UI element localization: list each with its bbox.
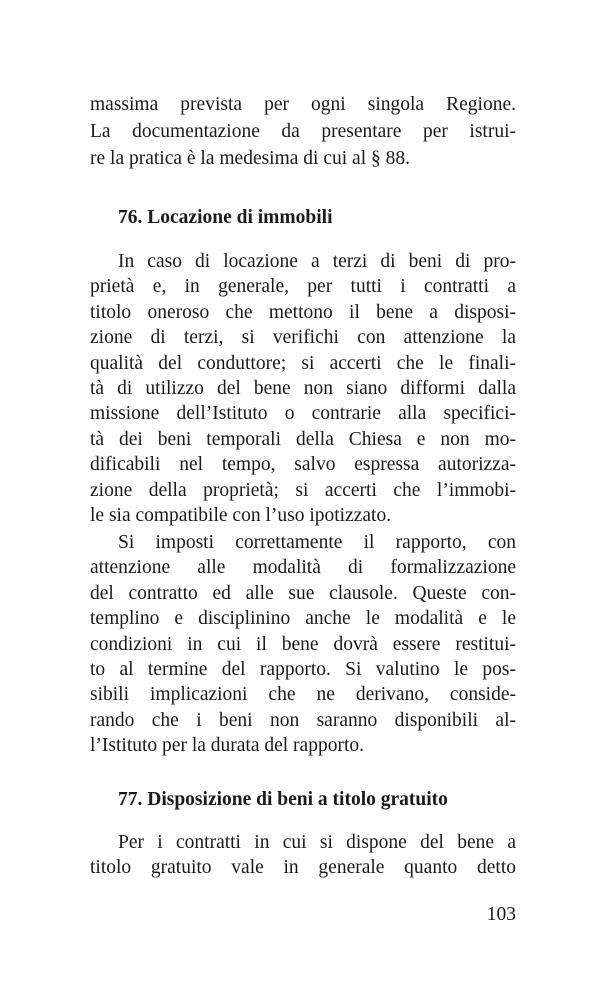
text-line: Si imposti correttamente il rapporto, con — [118, 532, 516, 553]
text-line: prietà e, in generale, per tutti i contratti a — [90, 276, 516, 298]
text-line: re la pratica è la medesima di cui al § 88. — [90, 147, 410, 169]
text-line: l’Istituto per la durata del rapporto. — [90, 735, 364, 757]
page-number: 103 — [486, 904, 516, 925]
text-line: templino e disciplinino anche le modalità e le — [90, 608, 516, 630]
text-line: to al termine del rapporto. Si valutino le pos- — [90, 658, 516, 680]
text-line: sibili implicazioni che ne derivano, conside- — [90, 684, 516, 706]
section-77-heading: 77. Disposizione di beni a titolo gratuito — [118, 789, 448, 810]
text-line: La documentazione da presentare per istrui- — [90, 120, 516, 142]
intro-paragraph — [90, 92, 516, 171]
text-line: attenzione alle modalità di formalizzazione — [90, 557, 516, 579]
text-line: le sia compatibile con l’uso ipotizzato. — [90, 504, 392, 526]
text-line: dificabili nel tempo, salvo espressa autorizza- — [90, 454, 516, 476]
text-line: titolo gratuito vale in generale quanto detto — [90, 857, 516, 879]
text-line: Per i contratti in cui si dispone del bene a — [118, 832, 516, 853]
text-line: tà di utilizzo del bene non siano difformi dalla — [90, 377, 516, 399]
text-line: In caso di locazione a terzi di beni di pro- — [118, 251, 516, 272]
section-76-heading: 76. Locazione di immobili — [118, 207, 333, 228]
text-line: condizioni in cui il bene dovrà essere restitui- — [90, 633, 516, 655]
text-line: zione di terzi, si verifichi con attenzione la — [90, 327, 516, 349]
text-line: missione dell’Istituto o contrarie alla specifici- — [90, 403, 516, 425]
text-line: titolo oneroso che mettono il bene a disposi- — [90, 301, 516, 323]
section-76-paragraph-2 — [90, 530, 516, 759]
text-line: tà dei beni temporali della Chiesa e non mo- — [90, 428, 516, 450]
text-line: del contratto ed alle sue clausole. Queste con- — [90, 582, 516, 604]
text-line: rando che i beni non saranno disponibili al- — [90, 709, 516, 731]
section-77-paragraph — [90, 830, 516, 881]
text-line: zione della proprietà; si accerti che l’immobi- — [90, 479, 516, 501]
text-line: massima prevista per ogni singola Regione. — [90, 94, 516, 115]
text-line: qualità del conduttore; si accerti che le finali- — [90, 352, 516, 374]
section-76-paragraph-1 — [90, 249, 516, 528]
